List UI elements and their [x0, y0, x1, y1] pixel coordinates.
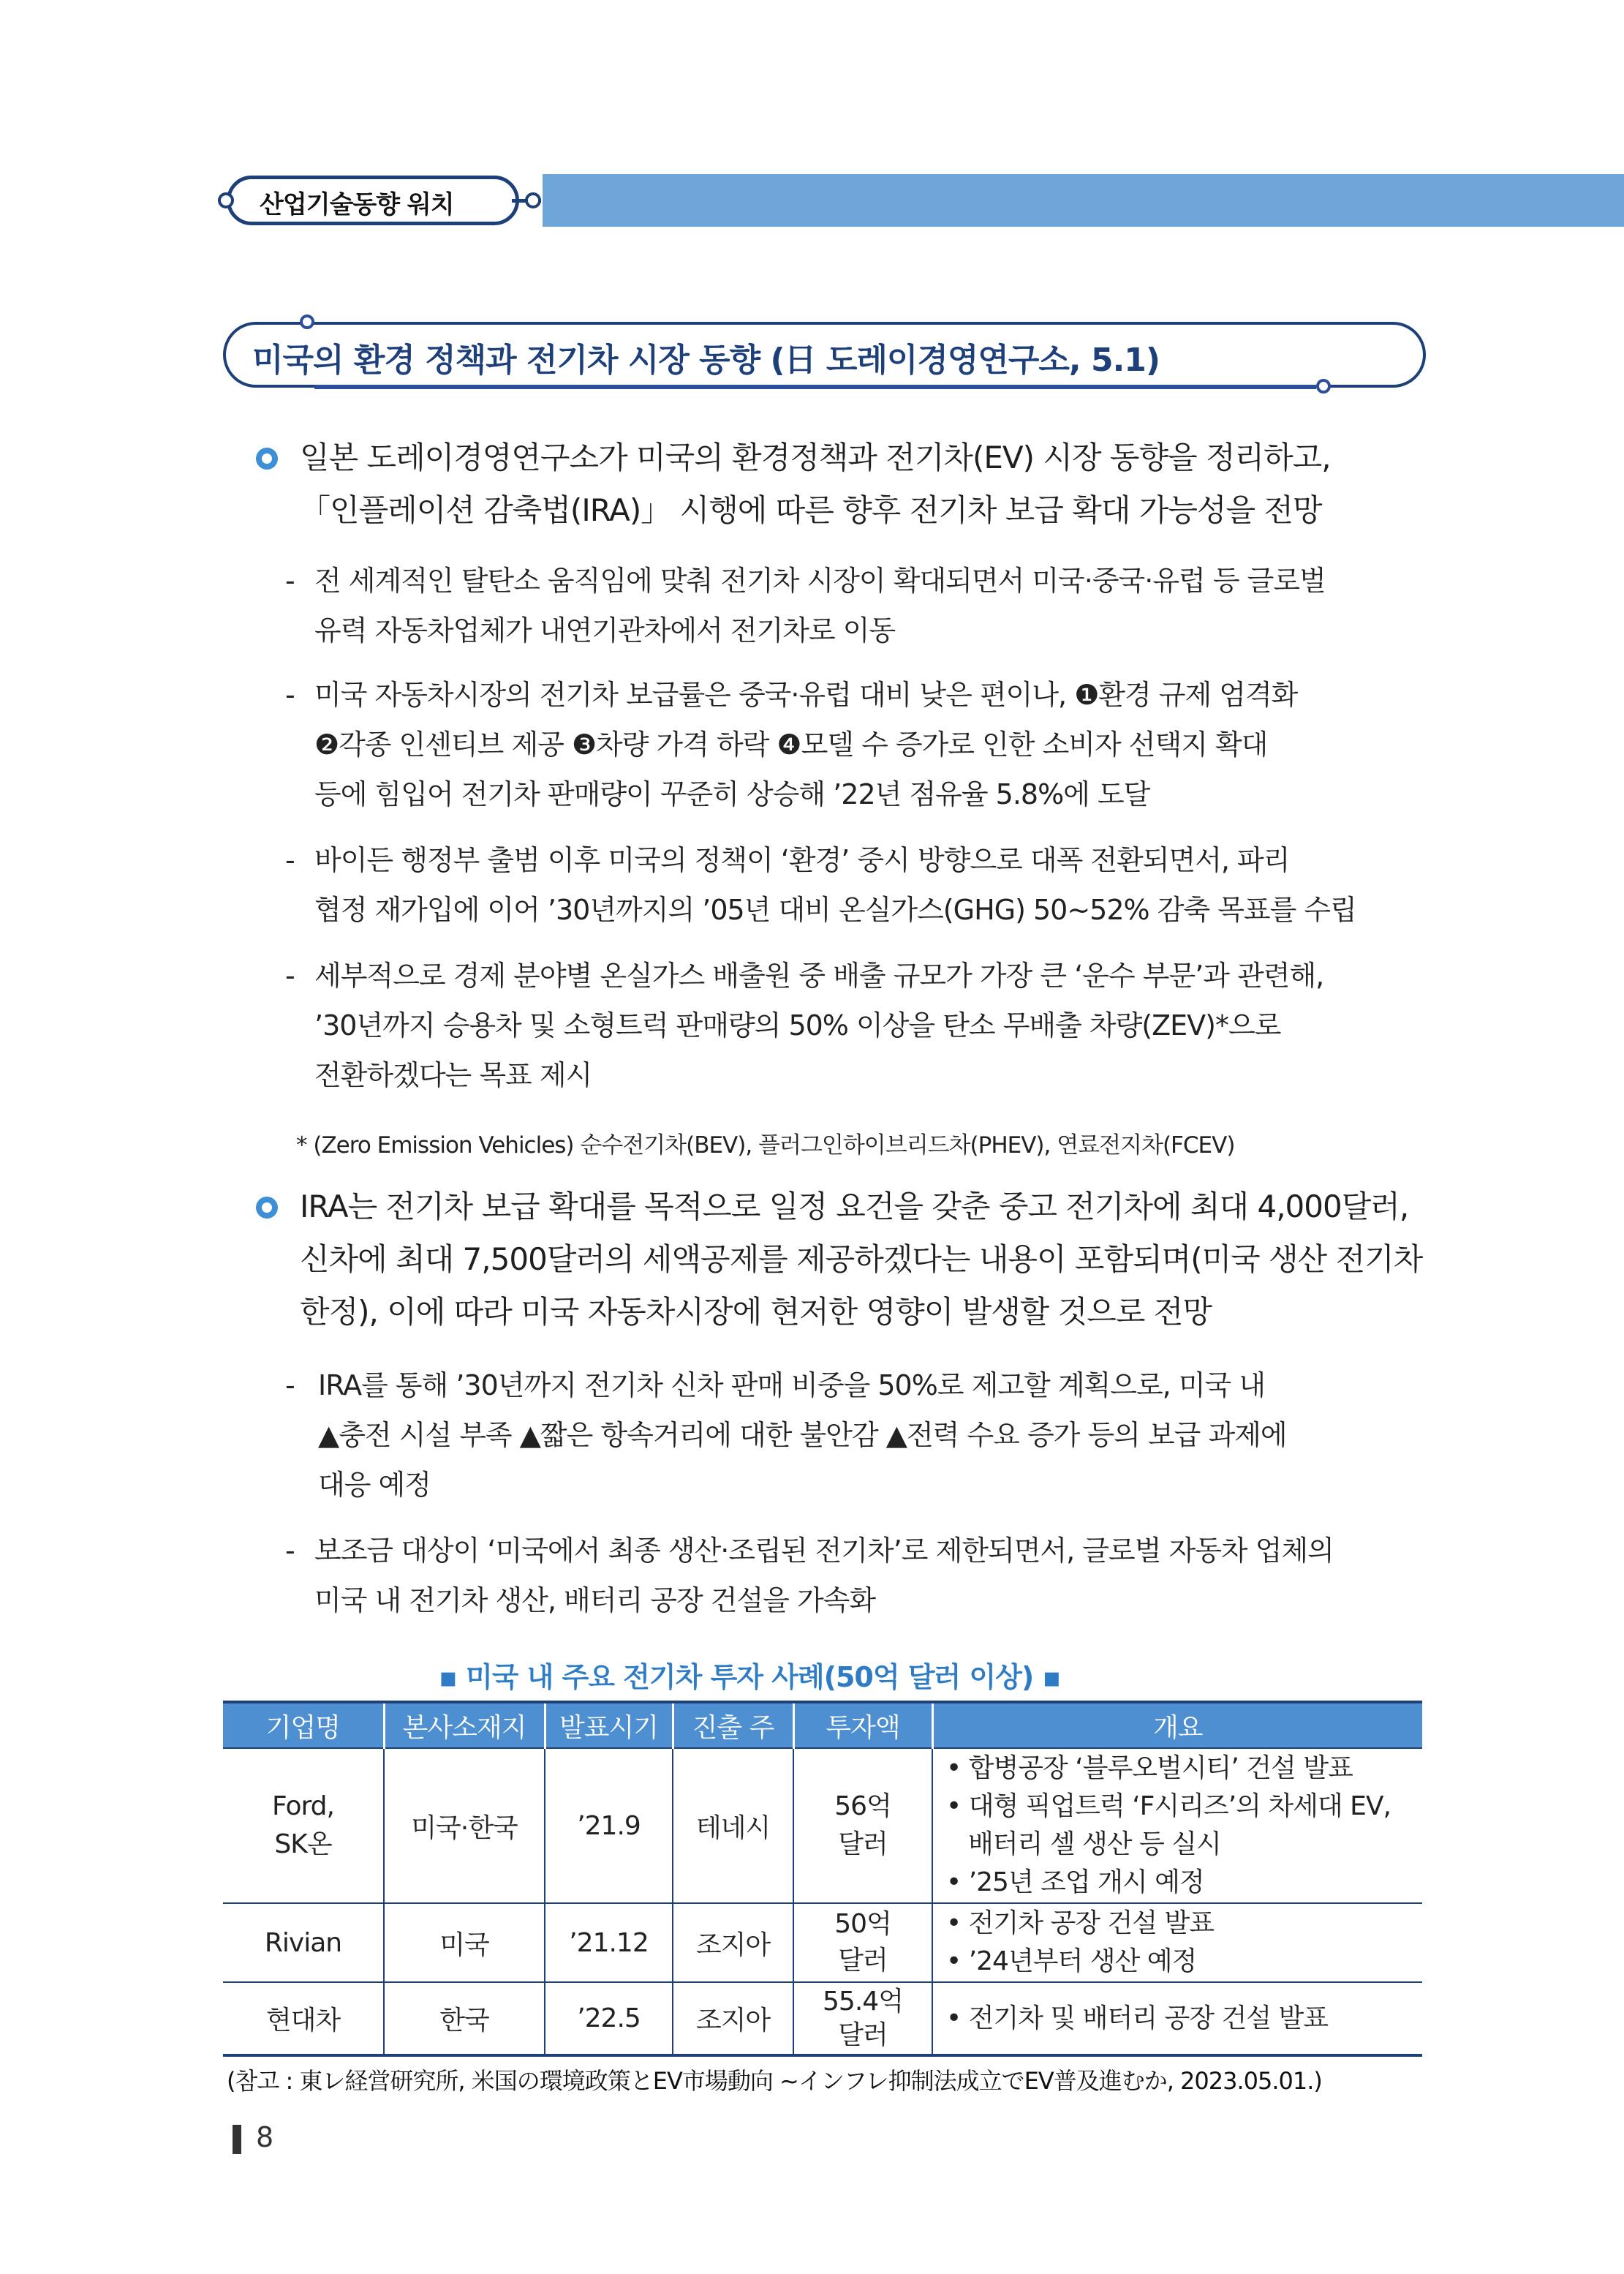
section-underline — [314, 385, 1316, 389]
header-left-dot — [218, 192, 234, 208]
bullet1-sub2 — [314, 670, 1448, 819]
bullet2-sub2 — [314, 1526, 1448, 1625]
col-header-hq: 본사소재지 — [384, 1702, 545, 1748]
bullet2-line: 신차에 최대 7,500달러의 세액공제를 제공하겠다는 내용이 포함되며(미국 생산 전기차 — [300, 1241, 1423, 1277]
sub-line: 바이든 행정부 출범 이후 미국의 정책이 ‘환경’ 중시 방향으로 대폭 전환되면서, 파리 — [314, 844, 1290, 876]
cell-company: 현대차 — [223, 1982, 384, 2055]
dash-marker: - — [285, 960, 295, 992]
overview-item: • 합병공장 ‘블루오벌시티’ 건설 발표 — [946, 1753, 1353, 1783]
header-label: 산업기술동향 워치 — [260, 190, 454, 219]
cell-overview — [932, 1982, 1422, 2055]
sub-line: IRA를 통해 ’30년까지 전기차 신차 판매 비중을 50%로 제고할 계획으로, 미국 내 — [318, 1369, 1266, 1401]
col-header-company: 기업명 — [223, 1702, 384, 1748]
bullet-icon — [256, 448, 278, 470]
header-band — [543, 174, 1624, 227]
dash-marker: - — [285, 1369, 295, 1401]
cell-state: 조지아 — [673, 1982, 793, 2055]
cell-overview — [932, 1903, 1422, 1982]
sub-line: 유력 자동차업체가 내연기관차에서 전기차로 이동 — [314, 614, 896, 647]
footnote: * (Zero Emission Vehicles) 순수전기차(BEV), 플러그인하이브리드차(PHEV), 연료전지차(FCEV) — [296, 1132, 1235, 1159]
cell-state: 테네시 — [673, 1748, 793, 1903]
sub-line: ▲충전 시설 부족 ▲짧은 항속거리에 대한 불안감 ▲전력 수요 증가 등의 보급 과제에 — [318, 1419, 1287, 1451]
table-row — [223, 1903, 1422, 1982]
bullet1-sub3 — [314, 835, 1448, 935]
table-header-row — [223, 1702, 1422, 1748]
overview-item: • 전기차 및 배터리 공장 건설 발표 — [946, 2003, 1328, 2033]
header-right-dot — [525, 192, 541, 208]
dash-marker: - — [285, 844, 295, 876]
sub-line: ’30년까지 승용차 및 소형트럭 판매량의 50% 이상을 탄소 무배출 차량(ZEV)*으로 — [314, 1009, 1281, 1042]
col-header-overview: 개요 — [932, 1702, 1422, 1748]
bullet1-line: 일본 도레이경영연구소가 미국의 환경정책과 전기차(EV) 시장 동향을 정리하고, — [300, 440, 1331, 475]
sub-line: 전 세계적인 탈탄소 움직임에 맞춰 전기차 시장이 확대되면서 미국·중국·유럽 등 글로벌 — [314, 565, 1326, 597]
sub-line: 세부적으로 경제 분야별 온실가스 배출원 중 배출 규모가 가장 큰 ‘운수 부문’과 관련해, — [314, 960, 1324, 992]
col-header-date: 발표시기 — [545, 1702, 673, 1748]
section-title: 미국의 환경 정책과 전기차 시장 동향 (日 도레이경영연구소, 5.1) — [252, 342, 1160, 379]
section-top-dot — [300, 315, 314, 329]
sub-line: 보조금 대상이 ‘미국에서 최종 생산·조립된 전기차’로 제한되면서, 글로벌 자동차 업체의 — [314, 1535, 1334, 1567]
overview-item: • ’24년부터 생산 예정 — [946, 1946, 1197, 1976]
company-text: Ford, SK온 — [272, 1791, 334, 1859]
cell-overview — [932, 1748, 1422, 1903]
sub-line: 등에 힘입어 전기차 판매량이 꾸준히 상승해 ’22년 점유율 5.8%에 도달 — [314, 778, 1150, 810]
bullet2-sub1 — [318, 1360, 1448, 1510]
bullet1-text — [300, 432, 1440, 537]
section-bottom-dot — [1316, 379, 1331, 394]
bullet2-line: IRA는 전기차 보급 확대를 목적으로 일정 요건을 갖춘 중고 전기차에 최대 4,000달러, — [300, 1189, 1409, 1224]
col-header-state: 진출 주 — [673, 1702, 793, 1748]
investment-table — [223, 1701, 1422, 2057]
bullet2-line: 한정), 이에 따라 미국 자동차시장에 현저한 영향이 발생할 것으로 전망 — [300, 1294, 1212, 1330]
sub-line: ❷각종 인센티브 제공 ❸차량 가격 하락 ❹모델 수 증가로 인한 소비자 선택지 확대 — [314, 728, 1268, 761]
amount-text: 56억 달러 — [834, 1791, 891, 1859]
overview-item: • ’25년 조업 개시 예정 — [946, 1867, 1204, 1897]
bullet1-sub4 — [314, 951, 1448, 1100]
sub-line: 협정 재가입에 이어 ’30년까지의 ’05년 대비 온실가스(GHG) 50~52% 감축 목표를 수립 — [314, 894, 1356, 926]
cell-amount — [793, 1903, 932, 1982]
cell-date: ’21.9 — [545, 1748, 673, 1903]
cell-hq: 미국 — [384, 1903, 545, 1982]
table-title: ▪ 미국 내 주요 전기차 투자 사례(50억 달러 이상) ▪ — [439, 1661, 1061, 1693]
cell-amount — [793, 1748, 932, 1903]
sub-line: 전환하겠다는 목표 제시 — [314, 1059, 592, 1091]
overview-item: • 전기차 공장 건설 발표 — [946, 1908, 1215, 1938]
table-row — [223, 1982, 1422, 2055]
dash-marker: - — [285, 679, 295, 711]
overview-item: • 대형 픽업트럭 ‘F시리즈’의 차세대 EV, 배터리 셀 생산 등 실시 — [946, 1791, 1391, 1859]
sub-line: 미국 자동차시장의 전기차 보급률은 중국·유럽 대비 낮은 편이나, ❶환경 규제 엄격화 — [314, 679, 1298, 711]
cell-hq: 미국·한국 — [384, 1748, 545, 1903]
cell-hq: 한국 — [384, 1982, 545, 2055]
sub-line: 대응 예정 — [318, 1469, 431, 1501]
bullet1-line: 「인플레이션 감축법(IRA)」 시행에 따른 향후 전기차 보급 확대 가능성을 전망 — [300, 492, 1322, 528]
cell-company — [223, 1748, 384, 1903]
dash-marker: - — [285, 1535, 295, 1567]
source-citation: (참고 : 東レ経営研究所, 米国の環境政策とEV市場動向 ~インフレ抑制法成立でEV普及進むか, 2023.05.01.) — [227, 2067, 1322, 2095]
col-header-amount: 투자액 — [793, 1702, 932, 1748]
table-row — [223, 1748, 1422, 1903]
sub-line: 미국 내 전기차 생산, 배터리 공장 건설을 가속화 — [314, 1584, 876, 1616]
cell-date: ’22.5 — [545, 1982, 673, 2055]
dash-marker: - — [285, 565, 295, 597]
page-marker — [233, 2125, 241, 2154]
page-number: 8 — [256, 2121, 274, 2153]
cell-state: 조지아 — [673, 1903, 793, 1982]
cell-date: ’21.12 — [545, 1903, 673, 1982]
cell-company: Rivian — [223, 1903, 384, 1982]
cell-amount — [793, 1982, 932, 2055]
amount-text: 55.4억 달러 — [823, 1986, 903, 2050]
bullet-icon — [256, 1197, 278, 1219]
bullet1-sub1 — [314, 556, 1448, 655]
amount-text: 50억 달러 — [834, 1909, 891, 1976]
bullet2-text — [300, 1181, 1440, 1339]
